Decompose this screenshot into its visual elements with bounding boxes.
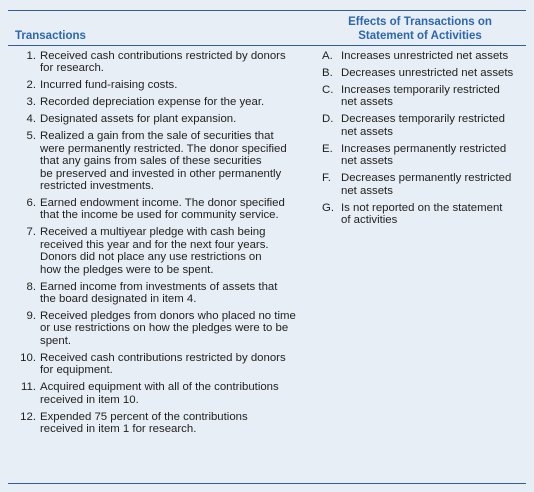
transaction-text: Received cash contributions restricted by donors for research. xyxy=(40,50,286,75)
transaction-text: Incurred fund-raising costs. xyxy=(40,79,178,92)
transaction-text: Received pledges from donors who placed no time or use restrictions on how the pledges were to be spent. xyxy=(40,310,296,347)
effect-letter: G. xyxy=(322,201,335,214)
transactions-list xyxy=(12,50,312,440)
transaction-number: 6. xyxy=(26,197,36,210)
transaction-item xyxy=(12,381,312,406)
transaction-item xyxy=(12,130,312,192)
transaction-number: 11. xyxy=(21,381,36,394)
effects-header-line2: Statement of Activities xyxy=(358,30,482,42)
bottom-rule xyxy=(8,483,526,484)
transaction-number: 7. xyxy=(26,226,36,239)
transaction-number: 2. xyxy=(26,79,36,92)
effects-header-line1: Effects of Transactions on xyxy=(348,16,492,28)
transaction-text: Acquired equipment with all of the contributions received in item 10. xyxy=(40,381,279,406)
effect-text: Increases permanently restricted net assets xyxy=(341,142,507,168)
transaction-item xyxy=(12,226,312,276)
transaction-text: Received cash contributions restricted by donors for equipment. xyxy=(40,351,286,377)
transaction-item xyxy=(12,411,312,436)
effect-letter: E. xyxy=(322,142,333,155)
effect-text: Is not reported on the statement of activities xyxy=(341,201,503,227)
transaction-item xyxy=(12,96,312,108)
header-rule xyxy=(8,45,526,46)
transaction-item xyxy=(12,113,312,125)
transaction-item xyxy=(12,281,312,306)
effects-list xyxy=(322,50,518,231)
effect-letter: B. xyxy=(322,67,333,79)
transaction-text: Earned income from investments of assets that the board designated in item 4. xyxy=(40,280,278,306)
effect-text: Decreases temporarily restricted net assets xyxy=(341,113,505,138)
transaction-text: Designated assets for plant expansion. xyxy=(40,113,237,126)
transaction-text: Realized a gain from the sale of securities that were permanently restricted. The donor specified that any gains from sales of these securities be preserved and invested in other permanently restricted investments. xyxy=(40,130,287,193)
transaction-text: Recorded depreciation expense for the year. xyxy=(40,96,265,109)
effect-text: Decreases unrestricted net assets xyxy=(341,67,514,79)
effects-header xyxy=(322,15,518,43)
effect-letter: A. xyxy=(322,50,333,62)
effect-item xyxy=(322,84,518,109)
transaction-number: 1. xyxy=(26,50,36,62)
transaction-item xyxy=(12,79,312,91)
effect-letter: C. xyxy=(322,84,334,96)
transaction-number: 10. xyxy=(20,351,36,364)
transaction-item xyxy=(12,50,312,75)
effect-text: Decreases permanently restricted net assets xyxy=(341,172,512,197)
transaction-text: Expended 75 percent of the contributions received in item 1 for research. xyxy=(40,410,248,436)
transaction-text: Earned endowment income. The donor specified that the income be used for community service. xyxy=(40,197,285,222)
transaction-item xyxy=(12,197,312,222)
transaction-number: 12. xyxy=(20,410,36,423)
effect-item xyxy=(322,143,518,168)
transactions-header: Transactions xyxy=(15,30,86,42)
transaction-item xyxy=(12,352,312,377)
effect-item xyxy=(322,172,518,197)
effect-text: Increases temporarily restricted net assets xyxy=(341,84,500,109)
effect-letter: F. xyxy=(322,172,331,185)
transaction-item xyxy=(12,310,312,347)
effect-item xyxy=(322,50,518,62)
effect-item xyxy=(322,202,518,227)
transaction-number: 5. xyxy=(26,130,36,143)
effect-text: Increases unrestricted net assets xyxy=(341,50,509,62)
transaction-number: 8. xyxy=(26,280,36,293)
effect-item xyxy=(322,113,518,138)
transaction-text: Received a multiyear pledge with cash being received this year and for the next four years. Donors did not place any use restrictions on how the pledges were to be spent. xyxy=(40,226,269,276)
transaction-number: 4. xyxy=(26,113,36,126)
transaction-number: 9. xyxy=(26,310,36,323)
transaction-number: 3. xyxy=(26,96,36,109)
effect-letter: D. xyxy=(322,113,334,126)
effect-item xyxy=(322,67,518,79)
top-rule xyxy=(8,10,526,11)
